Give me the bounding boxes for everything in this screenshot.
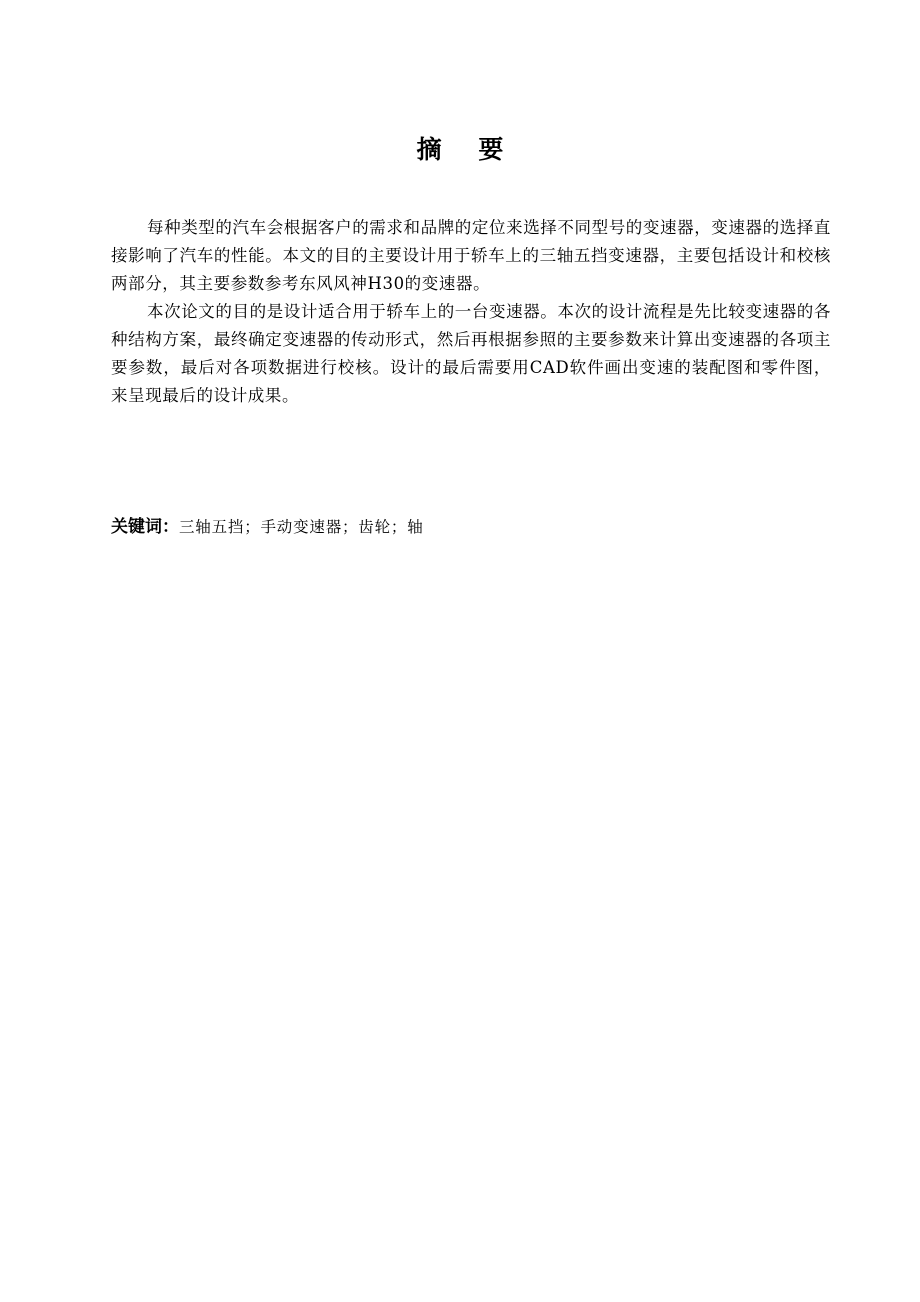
keywords-line bbox=[111, 513, 831, 542]
abstract-paragraph-1: 每种类型的汽车会根据客户的需求和品牌的定位来选择不同型号的变速器，变速器的选择直接影响了汽车的性能。本文的目的主要设计用于轿车上的三轴五挡变速器，主要包括设计和校核两部分，其主要参数参考东风风神H30的变速器。 bbox=[111, 218, 831, 293]
abstract-body bbox=[111, 214, 831, 410]
abstract-title: 摘 要 bbox=[416, 135, 518, 164]
keywords-value: 三轴五挡；手动变速器；齿轮；轴 bbox=[179, 518, 424, 536]
abstract-paragraph-2: 本次论文的目的是设计适合用于轿车上的一台变速器。本次的设计流程是先比较变速器的各种结构方案，最终确定变速器的传动形式，然后再根据参照的主要参数来计算出变速器的各项主要参数，最后对各项数据进行校核。设计的最后需要用CAD软件画出变速的装配图和零件图，来呈现最后的设计成果。 bbox=[111, 302, 831, 405]
keywords-label: 关键词： bbox=[111, 517, 179, 537]
